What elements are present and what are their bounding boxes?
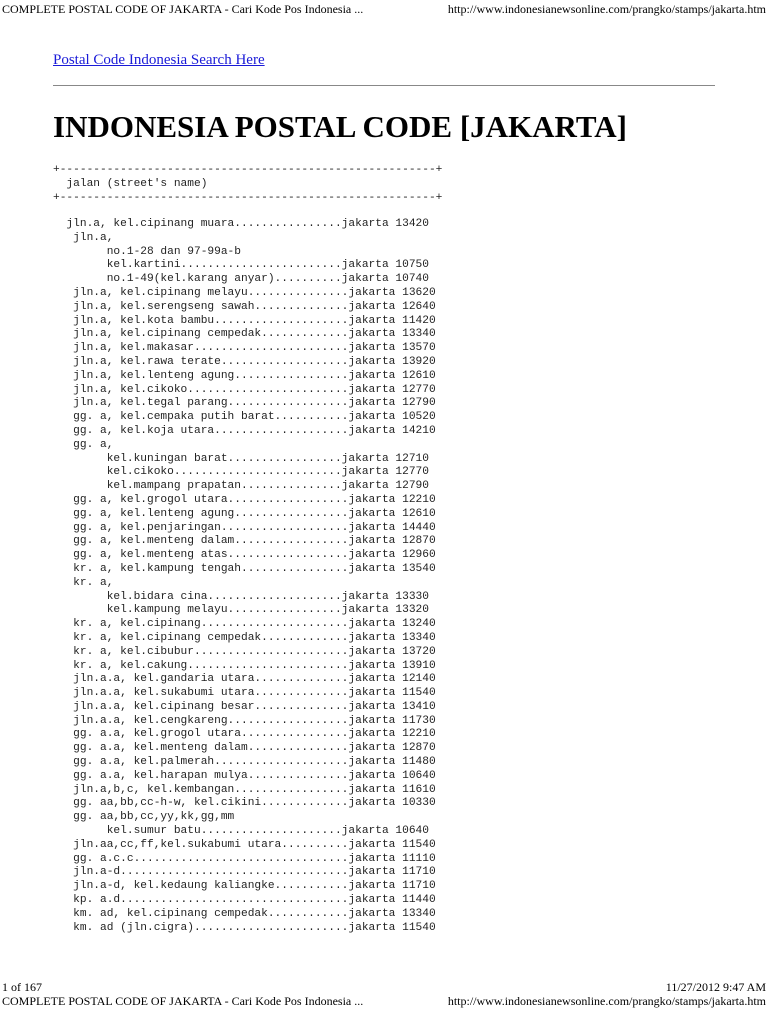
postal-code-entry: kr. a, kel.cipinang......................jakarta 13240 <box>53 618 436 631</box>
postal-code-entry: jln.a, kel.cikoko........................jakarta 12770 <box>53 383 436 396</box>
postal-code-entry: km. ad (jln.cigra).......................jakarta 11540 <box>53 921 436 934</box>
postal-code-entry: jln.a.a, kel.sukabumi utara..............jakarta 11540 <box>53 687 436 700</box>
table-header-box <box>53 164 442 205</box>
postal-code-entry: gg. a.a, kel.menteng dalam...............jakarta 12870 <box>53 742 436 755</box>
horizontal-rule <box>53 85 715 86</box>
postal-code-entry: jln.a, kel.rawa terate...................jakarta 13920 <box>53 355 436 368</box>
column-label: jalan (street's name) <box>53 177 208 190</box>
postal-code-entry: jln.a-d..................................jakarta 11710 <box>53 866 436 879</box>
postal-code-entry: jln.a.a, kel.cipinang besar..............jakarta 13410 <box>53 700 436 713</box>
postal-code-entry: kr. a, kel.cipinang cempedak.............jakarta 13340 <box>53 631 436 644</box>
postal-code-entry: gg. aa,bb,cc,yy,kk,gg,mm <box>53 811 235 824</box>
postal-code-entry: no.1-28 dan 97-99a-b <box>53 245 241 258</box>
postal-code-entry: gg. a, kel.koja utara....................jakarta 14210 <box>53 424 436 437</box>
postal-code-entry: jln.a, kel.makasar.......................jakarta 13570 <box>53 342 436 355</box>
page-title: INDONESIA POSTAL CODE [JAKARTA] <box>53 109 627 144</box>
postal-code-entry: km. ad, kel.cipinang cempedak............jakarta 13340 <box>53 907 436 920</box>
postal-code-entry: kel.sumur batu.....................jakarta 10640 <box>53 825 429 838</box>
footer-document-title: COMPLETE POSTAL CODE OF JAKARTA - Cari Kode Pos Indonesia ... <box>2 994 364 1008</box>
postal-code-entry: kel.cikoko.........................jakarta 12770 <box>53 466 429 479</box>
header-url: http://www.indonesianewsonline.com/prangko/stamps/jakarta.htm <box>447 2 766 16</box>
header-document-title: COMPLETE POSTAL CODE OF JAKARTA - Cari Kode Pos Indonesia ... <box>2 2 364 16</box>
postal-code-entry: jln.a-d, kel.kedaung kaliangke...........jakarta 11710 <box>53 880 436 893</box>
table-border-bottom: +--------------------------------------------------------+ <box>53 191 443 204</box>
postal-code-entry: no.1-49(kel.karang anyar)..........jakarta 10740 <box>53 273 429 286</box>
postal-code-entry: kr. a, kel.kampung tengah................jakarta 13540 <box>53 562 436 575</box>
postal-code-entry: kel.mampang prapatan...............jakarta 12790 <box>53 480 429 493</box>
postal-code-entry: kr. a, kel.cakung........................jakarta 13910 <box>53 659 436 672</box>
postal-code-entry: gg. a, kel.menteng dalam.................jakarta 12870 <box>53 535 436 548</box>
postal-code-entry: jln.a.a, kel.cengkareng..................jakarta 11730 <box>53 714 436 727</box>
postal-code-entry: kel.kartini........................jakarta 10750 <box>53 259 429 272</box>
postal-code-entry: kr. a, kel.cibubur.......................jakarta 13720 <box>53 645 436 658</box>
postal-code-entry: jln.a, kel.cipinang muara................jakarta 13420 <box>53 218 429 230</box>
postal-code-entry: jln.aa,cc,ff,kel.sukabumi utara..........jakarta 11540 <box>53 838 436 851</box>
postal-code-entry: jln.a, kel.tegal parang..................jakarta 12790 <box>53 397 436 410</box>
footer-page-count: 1 of 167 <box>2 980 42 994</box>
postal-code-entry: gg. a.a, kel.palmerah....................jakarta 11480 <box>53 756 436 769</box>
postal-code-entry: jln.a, kel.cipinang melayu...............jakarta 13620 <box>53 286 436 299</box>
postal-code-entry: gg. a.c.c................................jakarta 11110 <box>53 852 436 865</box>
postal-code-entry: jln.a, kel.cipinang cempedak.............jakarta 13340 <box>53 328 436 341</box>
postal-code-entry: jln.a, <box>53 231 114 244</box>
postal-code-entry: jln.a, kel.kota bambu....................jakarta 11420 <box>53 314 436 327</box>
footer-url: http://www.indonesianewsonline.com/prangko/stamps/jakarta.htm <box>447 994 766 1008</box>
postal-code-entry: kp. a.d..................................jakarta 11440 <box>53 894 436 907</box>
postal-code-entry: jln.a.a, kel.gandaria utara..............jakarta 12140 <box>53 673 436 686</box>
postal-code-entry: kel.bidara cina....................jakarta 13330 <box>53 590 429 603</box>
postal-code-search-link[interactable]: Postal Code Indonesia Search Here <box>53 52 265 68</box>
footer-datetime: 11/27/2012 9:47 AM <box>665 980 766 994</box>
postal-code-entry: gg. a.a, kel.harapan mulya...............jakarta 10640 <box>53 769 436 782</box>
postal-code-entry: kel.kuningan barat.................jakarta 12710 <box>53 452 429 465</box>
postal-code-entry: gg. a, <box>53 438 114 451</box>
postal-code-entry: jln.a, kel.serengseng sawah..............jakarta 12640 <box>53 300 436 313</box>
postal-code-entry: gg. a, kel.grogol utara..................jakarta 12210 <box>53 493 436 506</box>
postal-code-entry: jln.a, kel.lenteng agung.................jakarta 12610 <box>53 369 436 382</box>
postal-code-list <box>53 218 436 935</box>
postal-code-entry: gg. a, kel.cempaka putih barat...........jakarta 10520 <box>53 411 436 424</box>
postal-code-entry: kel.kampung melayu.................jakarta 13320 <box>53 604 429 617</box>
postal-code-entry: kr. a, <box>53 576 114 589</box>
table-border-top: +--------------------------------------------------------+ <box>53 164 443 176</box>
postal-code-entry: gg. a, kel.menteng atas..................jakarta 12960 <box>53 549 436 562</box>
postal-code-entry: gg. a, kel.penjaringan...................jakarta 14440 <box>53 521 436 534</box>
postal-code-entry: gg. a.a, kel.grogol utara................jakarta 12210 <box>53 728 436 741</box>
postal-code-entry: jln.a,b,c, kel.kembangan.................jakarta 11610 <box>53 783 436 796</box>
postal-code-entry: gg. aa,bb,cc-h-w, kel.cikini.............jakarta 10330 <box>53 797 436 810</box>
postal-code-entry: gg. a, kel.lenteng agung.................jakarta 12610 <box>53 507 436 520</box>
